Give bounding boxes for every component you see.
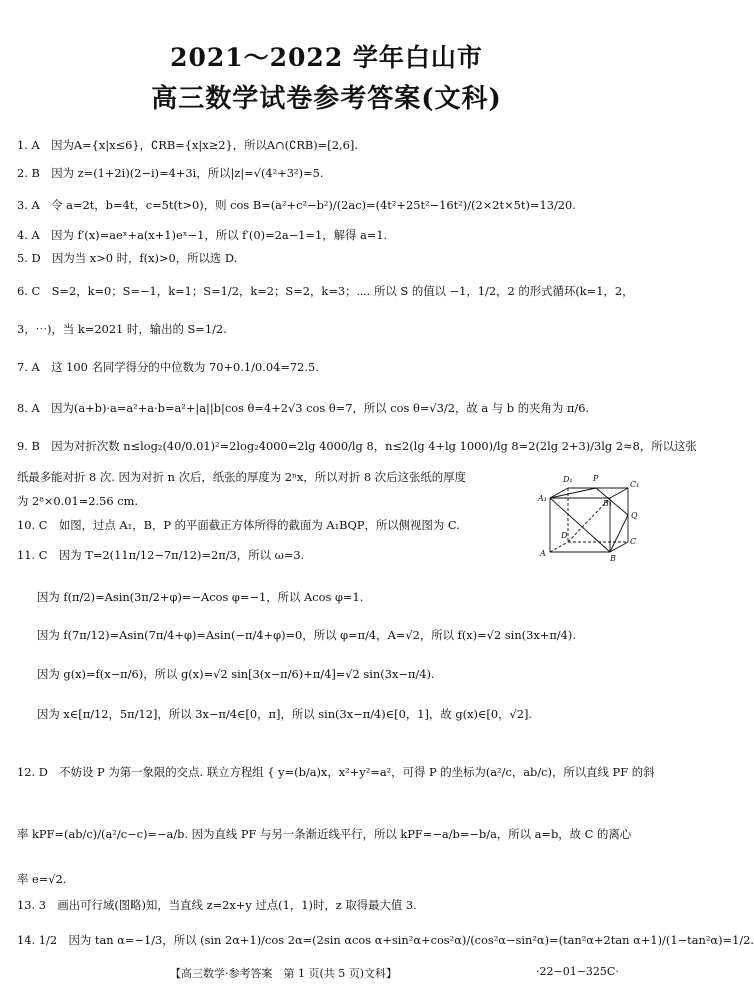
answer-12-cont: 率 kPF=(ab/c)/(a²/c−c)=−a/b. 因为直线 PF 与另一条渐近线平行，所以 kPF=−a/b=−b/a，所以 a=b，故 C 的离心 <box>17 827 632 841</box>
answer-11-step-2: 因为 f(7π/12)=Asin(7π/4+φ)=Asin(−π/4+φ)=0，所以 φ=π/4，A=√2，所以 f(x)=√2 sin(3x+π/4). <box>37 628 576 642</box>
answer-10: 10. C 如图，过点 A₁，B，P 的平面截正方体所得的截面为 A₁BQP，所以侧视图为 C. <box>17 518 460 532</box>
answer-1: 1. A 因为A={x|x≤6}，∁RB={x|x≥2}，所以A∩(∁RB)=[2,6]. <box>17 138 358 152</box>
answer-11-step-1: 因为 f(π/2)=Asin(3π/2+φ)=−Acos φ=−1，所以 Acos φ=1. <box>37 590 364 604</box>
footer-page-info: 【高三数学·参考答案 第 1 页(共 5 页)文科】 <box>170 967 398 980</box>
answer-9-cont: 纸最多能对折 8 次. 因为对折 n 次后，纸张的厚度为 2ⁿx，所以对折 8 次后这张纸的厚度 <box>17 470 466 484</box>
answer-11-step-4: 因为 x∈[π/12，5π/12]，所以 3x−π/4∈[0，π]，所以 sin(3x−π/4)∈[0，1]，故 g(x)∈[0，√2]. <box>37 707 533 721</box>
answer-2: 2. B 因为 z=(1+2i)(2−i)=4+3i，所以|z|=√(4²+3²)=5. <box>17 166 324 180</box>
answer-13: 13. 3 画出可行域(图略)知，当直线 z=2x+y 过点(1，1)时，z 取得最大值 3. <box>17 898 417 912</box>
cube-figure <box>530 470 646 562</box>
label-A1: A₁ <box>538 494 547 503</box>
answer-4: 4. A 因为 f′(x)=aeˣ+a(x+1)eˣ−1，所以 f′(0)=2a−1=1，解得 a=1. <box>17 228 388 242</box>
answer-6: 6. C S=2，k=0；S=−1，k=1；S=1/2，k=2；S=2，k=3；⋯. 所以 S 的值以 −1，1/2，2 的形式循环(k=1，2， <box>17 284 634 298</box>
label-D1: D₁ <box>563 475 573 484</box>
answer-11: 11. C 因为 T=2(11π/12−7π/12)=2π/3，所以 ω=3. <box>17 548 305 562</box>
label-D: D <box>561 531 568 540</box>
label-A: A <box>540 549 546 558</box>
answer-11-step-3: 因为 g(x)=f(x−π/6)，所以 g(x)=√2 sin[3(x−π/6)+π/4]=√2 sin(3x−π/4). <box>37 667 435 681</box>
answer-5: 5. D 因为当 x>0 时，f(x)>0，所以选 D. <box>17 251 238 265</box>
footer-code: ·22−01−325C· <box>536 965 619 978</box>
answer-6-cont: 3，⋯)，当 k=2021 时，输出的 S=1/2. <box>17 322 227 336</box>
answer-7: 7. A 这 100 名同学得分的中位数为 70+0.1/0.04=72.5. <box>17 360 319 374</box>
answer-3: 3. A 令 a=2t，b=4t，c=5t(t>0)，则 cos B=(a²+c²−b²)/(2ac)=(4t²+25t²−16t²)/(2×2t×5t)=13/20. <box>17 198 576 212</box>
answer-8: 8. A 因为(a+b)·a=a²+a·b=a²+|a||b|cos θ=4+2√3 cos θ=7，所以 cos θ=√3/2，故 a 与 b 的夹角为 π/6. <box>17 401 590 415</box>
label-Q: Q <box>631 511 638 520</box>
answer-12-cont-2: 率 e=√2. <box>17 872 67 886</box>
answer-14: 14. 1/2 因为 tan α=−1/3，所以 (sin 2α+1)/cos 2α=(2sin αcos α+sin²α+cos²α)/(cos²α−sin²α)=(tan²α+2tan α+1)/(1−tan²α)=1/2. <box>17 933 754 947</box>
label-P: P <box>593 474 599 483</box>
answer-9-cont-2: 为 2⁸×0.01=2.56 cm. <box>17 494 139 508</box>
label-C: C <box>630 537 637 546</box>
answer-12: 12. D 不妨设 P 为第一象限的交点. 联立方程组 { y=(b/a)x，x²+y²=a²，可得 P 的坐标为(a²/c，ab/c)，所以直线 PF 的斜 <box>17 765 655 779</box>
title-line-2: 高三数学试卷参考答案(文科) <box>151 84 502 114</box>
label-B1: B₁ <box>603 499 613 508</box>
answer-9: 9. B 因为对折次数 n≤log₂(40/0.01)²=2log₂4000=2lg 4000/lg 8，n≤2(lg 4+lg 1000)/lg 8=2(2lg 2+3)/3lg 2≈8，所以这张 <box>17 439 697 453</box>
label-B: B <box>610 554 616 563</box>
label-C1: C₁ <box>630 480 640 489</box>
title-line-1: 2021～2022 学年白山市 <box>170 43 483 72</box>
